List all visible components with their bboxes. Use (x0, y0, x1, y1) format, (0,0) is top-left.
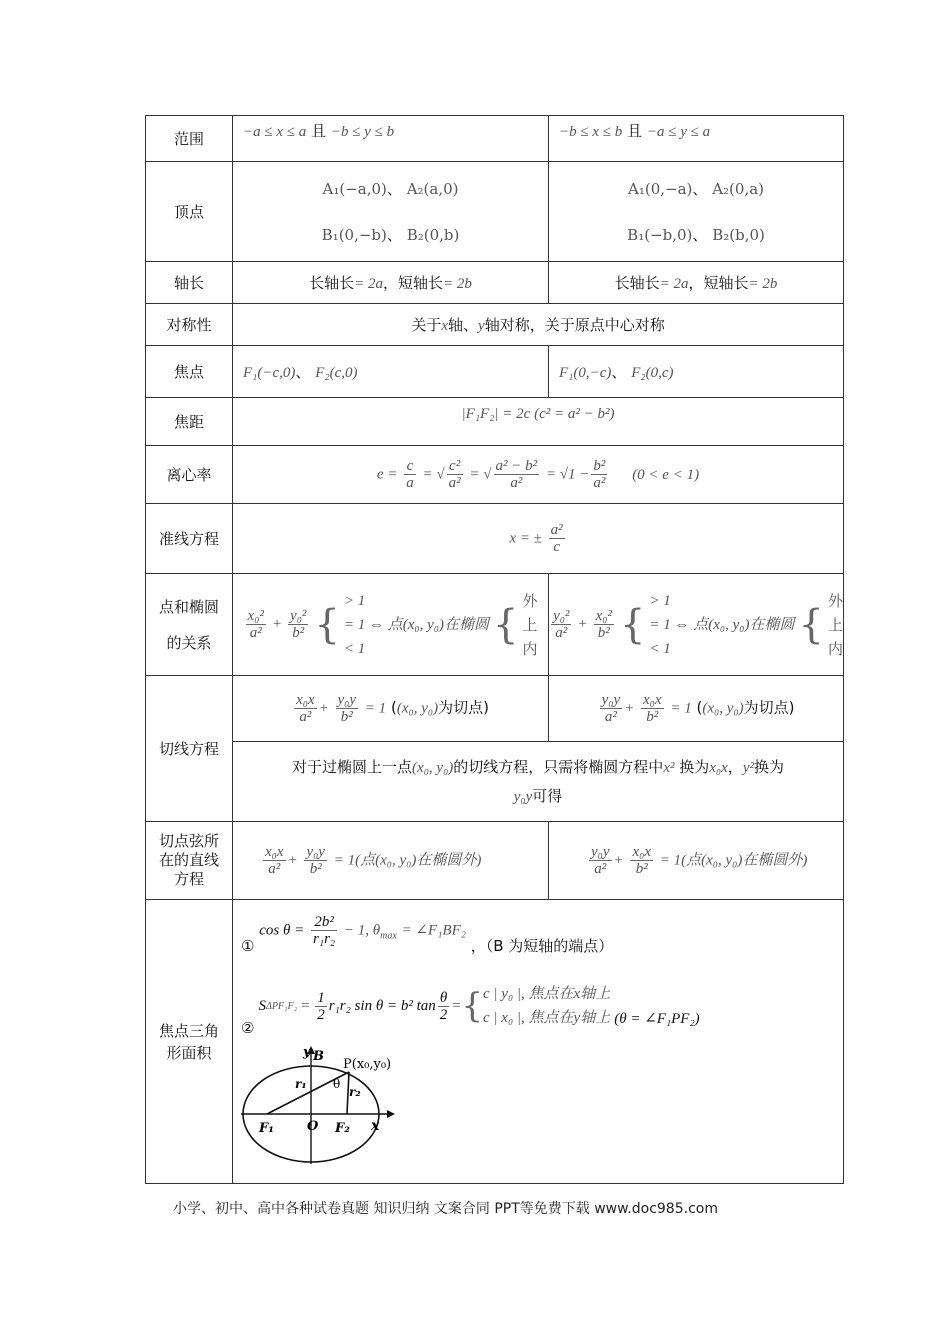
chord-right: $\frac{\text{y₀y}}{\text{a²}}$ + $\frac{\text{x₀x}}{\text{b²}}$ = 1(点(x₀, y₀)在椭圆外) (549, 822, 844, 900)
label-focus: 焦点 (146, 346, 233, 398)
label-tangent: 切线方程 (146, 676, 233, 822)
tangent-right: $\frac{\text{y₀y}}{\text{a²}}$ + $\frac{\text{x₀x}}{\text{b²}}$ = 1 ((x₀, y₀)为切点) (549, 676, 844, 742)
ellipse-figure (239, 1046, 399, 1166)
label-axis: 轴长 (146, 262, 233, 304)
row-directrix (146, 504, 844, 574)
range-right: −b ≤ x ≤ b 且 −a ≤ y ≤ a (549, 116, 844, 162)
symmetry-text: 关于x轴、y轴对称，关于原点中心对称 (233, 304, 844, 346)
row-axis (146, 262, 844, 304)
chord-left: $\frac{\text{x₀x}}{\text{a²}}$ + $\frac{\text{y₀y}}{\text{b²}}$ = 1(点(x₀, y₀)在椭圆外) (233, 822, 549, 900)
vertex-left: A₁(−a,0)、 A₂(a,0) B₁(0,−b)、 B₂(0,b) (233, 162, 549, 262)
fig-f2-label: F₂ (335, 1121, 350, 1136)
row-focal-distance (146, 398, 844, 446)
formula-1: ① cos θ = $\frac{\text{2b²}}{\text{r₁r₂}}$ − 1, $\theta_{max}$ = ∠F₁BF₂ ，（B 为短轴的端点） (241, 914, 614, 955)
row-triangle (146, 900, 844, 1184)
axis-left: 长轴长= 2a，短轴长= 2b (233, 262, 549, 304)
label-focal-distance: 焦距 (146, 398, 233, 446)
row-point-ellipse (146, 574, 844, 676)
row-tangent-desc (146, 742, 844, 822)
fig-o-label: O (307, 1119, 319, 1134)
label-triangle: 焦点三角 形面积 (146, 900, 233, 1184)
row-focus (146, 346, 844, 398)
fig-theta-label: θ (333, 1077, 341, 1091)
row-eccentricity (146, 446, 844, 504)
fig-p-label: P(x₀,y₀) (343, 1057, 392, 1072)
fig-f1-label: F₁ (259, 1121, 274, 1136)
focus-right: F₁(0,−c)、 F₂(0,c) (549, 346, 844, 398)
formula-2: ② S ΔPF₁F₂ = $\frac{1}{2}$ r₁r₂ sin θ = b² tan $\frac{\theta}{2}$ = { c | y₀ |, 焦点在x轴上 c | x₀ |, 焦点在y轴上 (θ = ∠F₁PF₂) (241, 986, 700, 1037)
fig-r2-label: r₂ (349, 1085, 361, 1099)
directrix-formula: x = ± $\frac{\text{a²}}{c}$ (233, 504, 844, 574)
focal-distance-formula: |F₁F₂| = 2c (c² = a² − b²) (233, 398, 844, 446)
tangent-left: $\frac{\text{x₀x}}{\text{a²}}$ + $\frac{\text{y₀y}}{\text{b²}}$ = 1 ((x₀, y₀)为切点) (233, 676, 549, 742)
label-range: 范围 (146, 116, 233, 162)
range-left: −a ≤ x ≤ a 且 −b ≤ y ≤ b (233, 116, 549, 162)
row-symmetry (146, 304, 844, 346)
fig-x-label: x (371, 1118, 380, 1134)
row-range (146, 116, 844, 162)
fig-y-label: y (303, 1046, 311, 1060)
axis-right: 长轴长= 2a，短轴长= 2b (549, 262, 844, 304)
x-axis-arrow (387, 1110, 395, 1118)
row-chord (146, 822, 844, 900)
focus-left: F₁(−c,0)、 F₂(c,0) (233, 346, 549, 398)
tangent-description: 对于过椭圆上一点(x₀, y₀)的切线方程，只需将椭圆方程中x² 换为x₀x，y²换为 y₀y可得 (233, 742, 844, 822)
point-ellipse-left: $\frac{\text{x₀²}}{\text{a²}}$ + $\frac{\text{y₀²}}{\text{b²}}$ { > 1 = 1 ⇔ 点(x₀, y₀)在椭圆 < 1 { 外 上 内 (233, 574, 549, 676)
label-directrix: 准线方程 (146, 504, 233, 574)
label-vertex: 顶点 (146, 162, 233, 262)
label-point-ellipse: 点和椭圆 的关系 (146, 574, 233, 676)
point-ellipse-right: $\frac{\text{y₀²}}{\text{a²}}$ + $\frac{\text{x₀²}}{\text{b²}}$ { > 1 = 1 ⇔ 点(x₀, y₀)在椭圆 < 1 { 外 上 内 (549, 574, 844, 676)
eccentricity-formula: e = $\frac{c}{a}$ = √ $\frac{\text{c²}}{\text{a²}}$ = √ $\frac{\text{a² − b²}}{\text{a²}}$ = √1 − $\frac{\text{b²}}{\text{a²}}$ (0 < e < 1) (233, 446, 844, 504)
page-footer: 小学、初中、高中各种试卷真题 知识归纳 文案合同 PPT等免费下载 www.doc985.com (173, 1201, 718, 1217)
row-tangent-formulas (146, 676, 844, 742)
fig-r1-label: r₁ (295, 1077, 307, 1091)
vertex-right: A₁(0,−a)、 A₂(0,a) B₁(−b,0)、 B₂(b,0) (549, 162, 844, 262)
row-vertex (146, 162, 844, 262)
label-eccentricity: 离心率 (146, 446, 233, 504)
label-symmetry: 对称性 (146, 304, 233, 346)
ellipse-properties-table (145, 115, 844, 1184)
fig-b-label: B (313, 1049, 324, 1064)
triangle-content (233, 900, 844, 1184)
label-chord: 切点弦所 在的直线 方程 (146, 822, 233, 900)
